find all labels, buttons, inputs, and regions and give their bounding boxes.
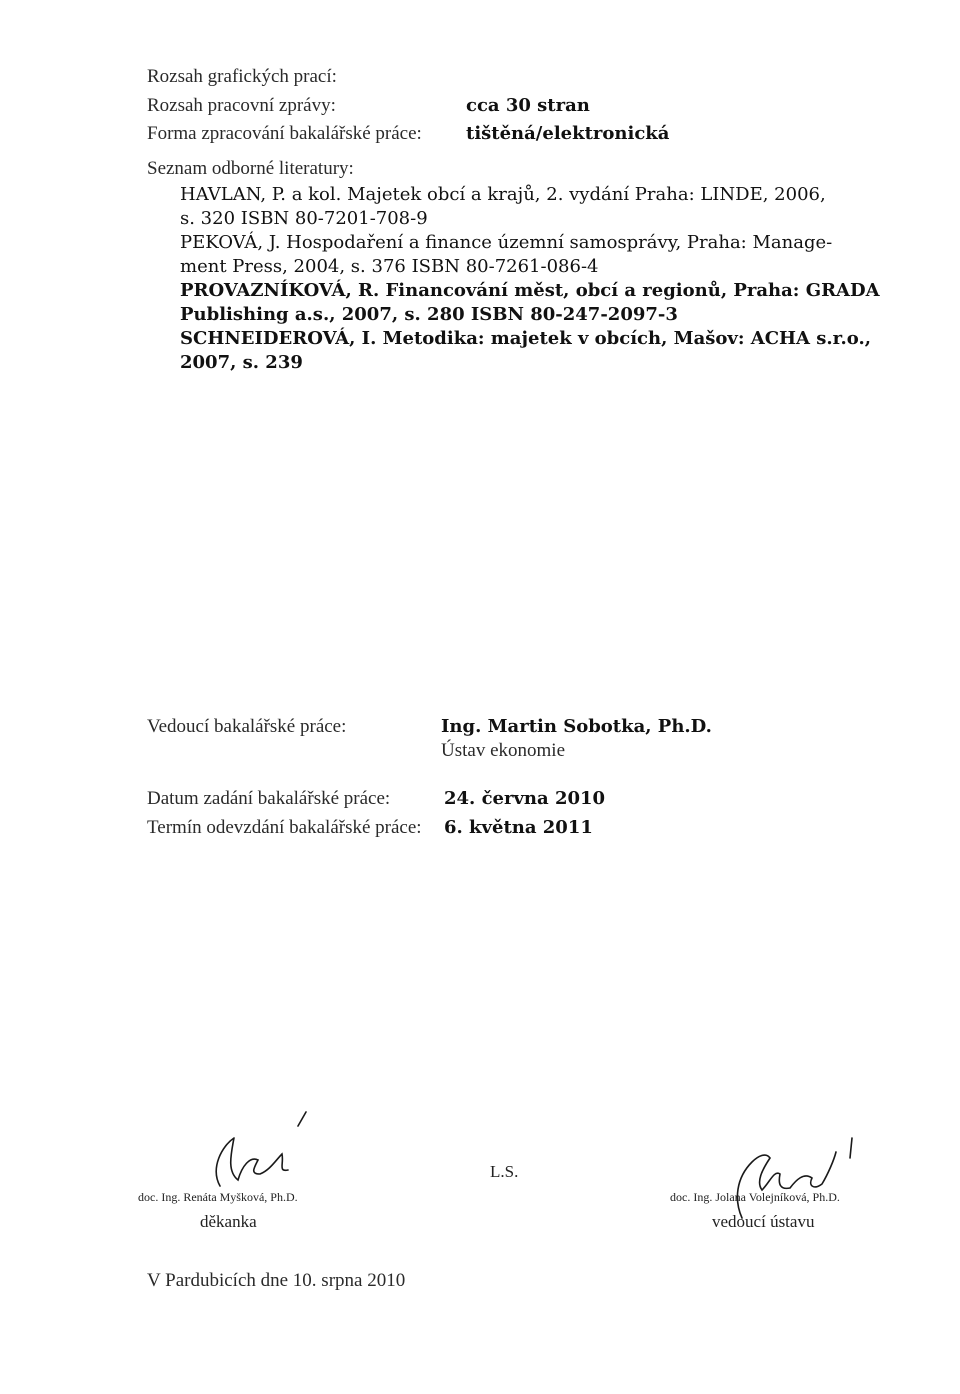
report-scope-label: Rozsah pracovní zprávy: <box>147 95 336 116</box>
supervisor-institute: Ústav ekonomie <box>441 740 566 761</box>
assigned-date-label: Datum zadání bakalářské práce: <box>147 788 391 809</box>
head-signature <box>700 1130 890 1225</box>
reference-line: SCHNEIDEROVÁ, I. Metodika: majetek v obcích, Mašov: ACHA s.r.o., <box>180 328 871 349</box>
reference-line: HAVLAN, P. a kol. Majetek obcí a krajů, 2. vydání Praha: LINDE, 2006, <box>180 184 826 205</box>
place-date: V Pardubicích dne 10. srpna 2010 <box>147 1270 406 1291</box>
report-scope-value: cca 30 stran <box>466 95 590 116</box>
due-date-value: 6. května 2011 <box>444 817 593 838</box>
reference-line: PEKOVÁ, J. Hospodaření a finance územní samosprávy, Praha: Manage- <box>180 232 833 253</box>
literature-label: Seznam odborné literatury: <box>147 158 354 179</box>
dean-role: děkanka <box>200 1212 257 1231</box>
dean-name: doc. Ing. Renáta Myšková, Ph.D. <box>138 1190 298 1204</box>
form-label: Forma zpracování bakalářské práce: <box>147 123 422 144</box>
reference-line: s. 320 ISBN 80-7201-708-9 <box>180 208 428 229</box>
reference-item <box>180 231 880 279</box>
supervisor-label: Vedoucí bakalářské práce: <box>147 716 347 737</box>
reference-line: ment Press, 2004, s. 376 ISBN 80-7261-086-4 <box>180 256 599 277</box>
seal-mark: L.S. <box>490 1162 519 1181</box>
reference-list <box>180 183 880 375</box>
reference-item <box>180 279 880 327</box>
reference-line: 2007, s. 239 <box>180 352 303 373</box>
graphics-scope-label: Rozsah grafických prací: <box>147 66 337 87</box>
head-name: doc. Ing. Jolana Volejníková, Ph.D. <box>670 1190 840 1204</box>
due-date-label: Termín odevzdání bakalářské práce: <box>147 817 422 838</box>
reference-item <box>180 183 880 231</box>
reference-line: PROVAZNÍKOVÁ, R. Financování měst, obcí a regionů, Praha: GRADA <box>180 280 880 301</box>
dean-signature <box>180 1108 340 1198</box>
reference-line: Publishing a.s., 2007, s. 280 ISBN 80-247-2097-3 <box>180 304 678 325</box>
form-value: tištěná/elektronická <box>466 123 670 144</box>
supervisor-name: Ing. Martin Sobotka, Ph.D. <box>441 716 712 737</box>
reference-item <box>180 327 880 375</box>
assigned-date-value: 24. června 2010 <box>444 788 606 809</box>
head-role: vedoucí ústavu <box>712 1212 815 1231</box>
